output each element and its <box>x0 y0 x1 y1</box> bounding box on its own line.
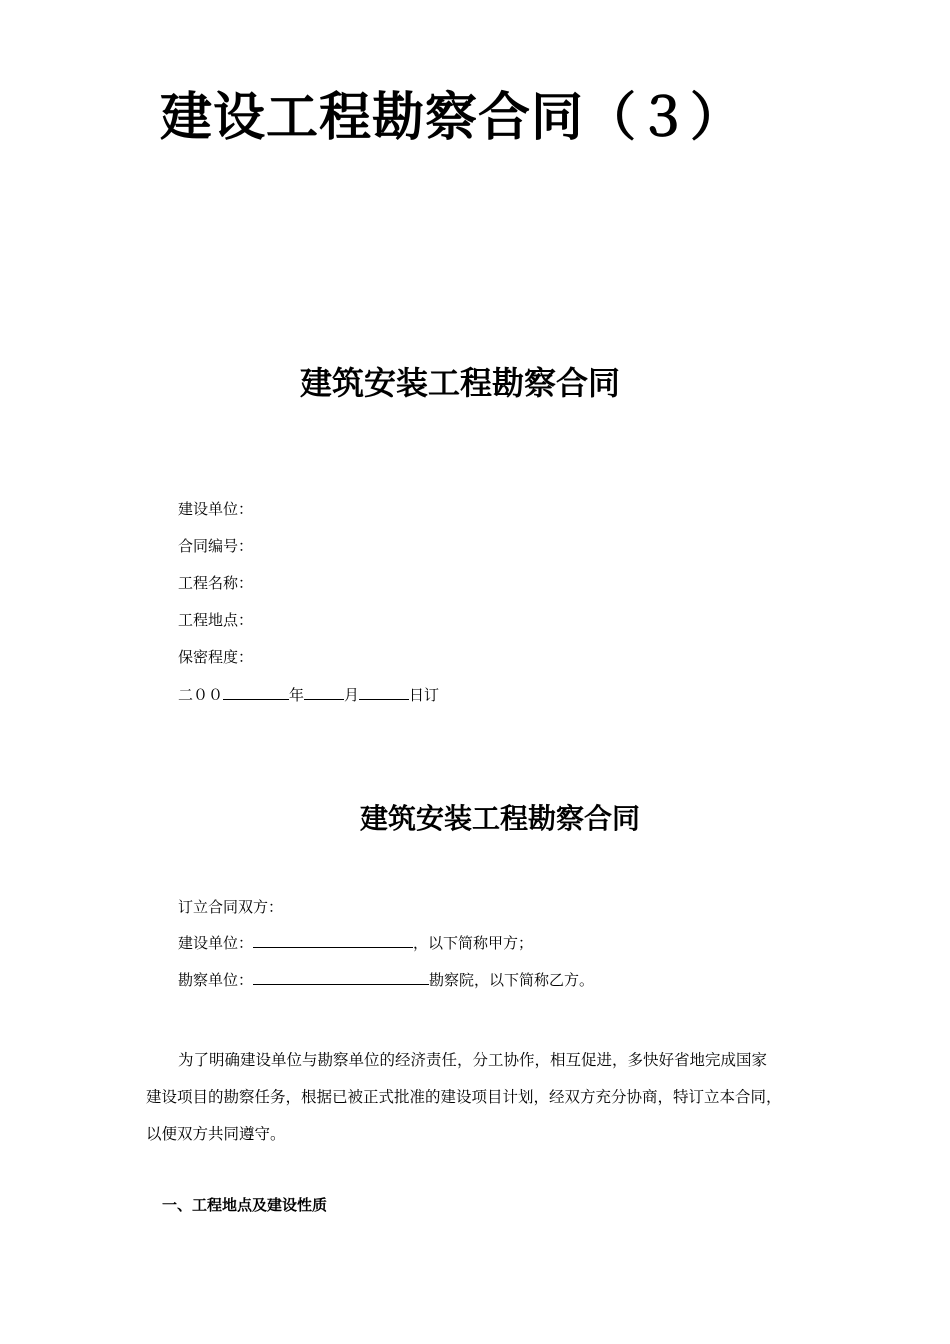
cover-signing-date <box>178 685 439 705</box>
cover-field-confidentiality: 保密程度： <box>178 648 254 666</box>
parties-heading: 订立合同双方： <box>178 898 284 916</box>
date-prefix: 二００ <box>178 686 224 704</box>
cover-field-project-location: 工程地点： <box>178 611 254 629</box>
preamble-line: 以便双方共同遵守。 <box>146 1125 286 1143</box>
cover-field-contract-number: 合同编号： <box>178 537 254 555</box>
year-blank <box>223 685 289 700</box>
preamble-paragraph <box>146 1042 810 1153</box>
cover-field-project-name: 工程名称： <box>178 574 254 592</box>
clause-1-title: 一、工程地点及建设性质 <box>162 1196 328 1214</box>
day-blank <box>359 685 409 700</box>
party-a-suffix: ，以下简称甲方； <box>413 934 534 952</box>
contract-title: 建筑安装工程勘察合同 <box>360 802 641 835</box>
day-unit: 日订 <box>409 686 440 704</box>
party-a-label: 建设单位： <box>178 934 254 952</box>
month-blank <box>304 685 344 700</box>
party-b-blank <box>253 970 429 985</box>
preamble-line: 建设项目的勘察任务，根据已被正式批准的建设项目计划，经双方充分协商，特订立本合同， <box>146 1088 782 1106</box>
document-title: 建设工程勘察合同（３） <box>160 88 744 148</box>
party-a-blank <box>253 933 413 948</box>
party-b-suffix: 勘察院，以下简称乙方。 <box>429 971 595 989</box>
cover-field-construction-unit: 建设单位： <box>178 500 254 518</box>
party-b-line <box>178 970 594 990</box>
cover-title: 建筑安装工程勘察合同 <box>300 364 621 402</box>
party-b-label: 勘察单位： <box>178 971 254 989</box>
party-a-line <box>178 933 533 953</box>
month-unit: 月 <box>344 686 360 704</box>
year-unit: 年 <box>289 686 305 704</box>
preamble-line: 为了明确建设单位与勘察单位的经济责任，分工协作，相互促进，多快好省地完成国家 <box>178 1051 768 1069</box>
